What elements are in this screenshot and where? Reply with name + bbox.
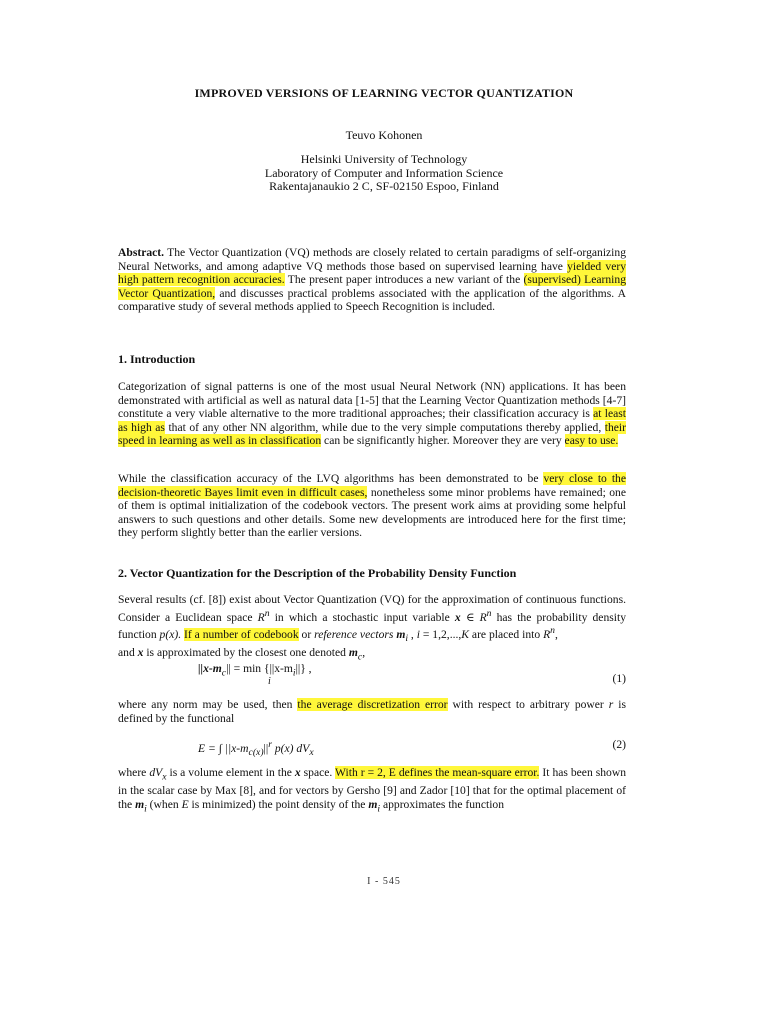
equation-expression bbox=[198, 738, 314, 760]
section-heading-vq: 2. Vector Quantization for the Description of the Probability Density Function bbox=[118, 566, 517, 580]
body-text: is defined by the functional bbox=[118, 698, 627, 725]
highlight: yielded very high pattern recognition accuracies. bbox=[118, 259, 626, 287]
math-symbol: dV bbox=[149, 766, 163, 779]
affiliation bbox=[0, 153, 768, 194]
body-text: nonetheless some minor problems have remained; one of them is optimal initialization of the codebook vectors. The present work aims at providing some helpful answers to such questions and other details. Some new developments are introduced here for the first time; they perform slightly better than the earlier versions. bbox=[118, 485, 626, 540]
math-symbol: i bbox=[268, 676, 271, 687]
math-symbol: c bbox=[357, 651, 363, 663]
paper-title: IMPROVED VERSIONS OF LEARNING VECTOR QUANTIZATION bbox=[194, 86, 574, 100]
math-symbol: x bbox=[309, 747, 314, 759]
abstract-label: Abstract. bbox=[118, 246, 165, 259]
body-text: is approximated by the closest one denoted bbox=[143, 645, 349, 659]
math-symbol: E bbox=[181, 797, 189, 811]
math-symbol: i bbox=[144, 802, 147, 814]
body-text: that of any other NN algorithm, while due to the very simple computations thereby applied, bbox=[164, 420, 605, 434]
abstract-text: The present paper introduces a new variant of the bbox=[284, 273, 524, 287]
highlight: the average discretization error bbox=[297, 698, 448, 711]
math-symbol: n bbox=[486, 607, 492, 619]
body-text: Categorization of signal patterns is one of the most usual Neural Network (NN) applications. It has been demonstrated with artificial as well as natural data [1-5] that the Learning Vector Quantization methods [4-7] constitute a very viable alternative to the more traditional approaches; their classification accuracy is bbox=[118, 380, 626, 421]
math-symbol: m bbox=[135, 797, 145, 811]
math-symbol: p(x) dV bbox=[271, 741, 310, 755]
math-symbol: m bbox=[348, 645, 358, 659]
math-symbol: E = ∫ ||x-m bbox=[198, 741, 249, 755]
affiliation-line-1: Helsinki University of Technology bbox=[300, 152, 468, 166]
highlight-text: If a number of codebook bbox=[184, 627, 299, 641]
math-symbol: || = min {||x-m bbox=[226, 662, 293, 675]
body-text: , bbox=[555, 627, 558, 641]
equation-expression bbox=[198, 662, 312, 687]
math-symbol: i bbox=[416, 627, 420, 641]
body-text: It has been shown in the scalar case by Max [8], and for vectors by Gersho [9] and Zador [10] that for the optimal placement of the bbox=[118, 766, 627, 811]
highlight: at least as high as bbox=[118, 407, 627, 434]
math-symbol: K bbox=[461, 627, 470, 641]
math-symbol: c bbox=[221, 667, 227, 679]
affiliation-line-3: Rakentajanaukio 2 C, SF-02150 Espoo, Finland bbox=[269, 179, 499, 193]
equation-number: (1) bbox=[612, 672, 626, 685]
abstract-text: The Vector Quantization (VQ) methods are closely related to certain paradigms of self-organizing Neural Networks, and among adaptive VQ methods those based on supervised learning have bbox=[118, 246, 626, 273]
body-text: While the classification accuracy of the LVQ algorithms has been demonstrated to be bbox=[118, 472, 544, 485]
highlight: easy to use. bbox=[564, 434, 619, 448]
body-text: or bbox=[298, 627, 315, 641]
body-text: and bbox=[118, 645, 138, 659]
math-symbol: p(x). bbox=[159, 627, 182, 641]
highlight: very close to the decision-theoretic Bayes limit even in difficult cases, bbox=[118, 472, 626, 499]
affiliation-line-2: Laboratory of Computer and Information Science bbox=[264, 165, 504, 180]
math-symbol: ||} , bbox=[295, 662, 312, 675]
math-symbol: x bbox=[454, 610, 461, 624]
math-symbol: x bbox=[162, 771, 167, 783]
paragraph-vq-1 bbox=[118, 593, 626, 664]
paragraph-introduction-2 bbox=[118, 472, 626, 540]
paragraph-vq-3 bbox=[118, 766, 626, 815]
author-name: Teuvo Kohonen bbox=[345, 128, 423, 142]
body-text: (when bbox=[146, 797, 182, 811]
body-text: approximates the function bbox=[380, 797, 505, 811]
math-symbol: m bbox=[396, 627, 406, 641]
body-text: where any norm may be used, then bbox=[118, 698, 298, 711]
section-heading-introduction: 1. Introduction bbox=[118, 352, 196, 366]
abstract-text: and discusses practical problems associated with the application of the algorithms. A comparative study of several methods applied to Speech Recognition is included. bbox=[118, 286, 627, 314]
body-text: are placed into bbox=[469, 627, 544, 641]
body-text: in which a stochastic input variable bbox=[269, 610, 455, 624]
paragraph-vq-2 bbox=[118, 698, 626, 725]
math-symbol: m bbox=[368, 797, 378, 811]
math-symbol: R bbox=[479, 610, 487, 624]
math-symbol: R bbox=[543, 627, 551, 641]
body-text: ∈ bbox=[460, 610, 480, 624]
math-symbol: n bbox=[550, 625, 555, 637]
body-text: reference vectors bbox=[314, 627, 394, 641]
math-symbol: r bbox=[608, 698, 614, 711]
math-symbol: c(x) bbox=[248, 747, 264, 759]
math-symbol: i bbox=[292, 667, 296, 679]
body-text: where bbox=[118, 766, 150, 779]
math-symbol: r bbox=[268, 739, 272, 750]
body-text: has the probability density function bbox=[118, 610, 627, 641]
highlight: (supervised) Learning Vector Quantization, bbox=[118, 273, 626, 300]
body-text: is minimized) the point density of the bbox=[188, 797, 369, 811]
math-symbol: i bbox=[377, 802, 381, 814]
math-symbol: ||x-m bbox=[198, 662, 222, 675]
body-text: , bbox=[408, 627, 417, 641]
math-symbol: i bbox=[405, 633, 409, 645]
equation-1 bbox=[118, 662, 626, 692]
math-symbol: x bbox=[137, 645, 144, 659]
math-symbol: || bbox=[263, 741, 269, 755]
body-text: with respect to arbitrary power bbox=[447, 698, 609, 711]
body-text: is a volume element in the bbox=[166, 766, 295, 779]
equation-2 bbox=[118, 738, 626, 759]
abstract bbox=[118, 246, 626, 314]
math-symbol: x bbox=[294, 766, 301, 779]
highlight: their speed in learning as well as in classification bbox=[118, 420, 626, 448]
page-number: I - 545 bbox=[367, 876, 401, 887]
body-text: Several results (cf. [8]) exist about Vector Quantization (VQ) for the approximation of continuous functions. Consider a Euclidean space bbox=[118, 593, 626, 624]
body-text: , bbox=[362, 645, 366, 659]
body-text: = 1,2,..., bbox=[419, 627, 462, 641]
paragraph-introduction-1 bbox=[118, 380, 626, 448]
highlight: With r = 2, E defines the mean-square error. bbox=[335, 766, 540, 779]
body-text: can be significantly higher. Moreover they are very bbox=[321, 434, 565, 448]
math-symbol: n bbox=[264, 607, 270, 619]
highlight bbox=[184, 628, 299, 641]
equation-number: (2) bbox=[612, 738, 626, 751]
math-symbol: R bbox=[257, 610, 265, 624]
body-text: space. bbox=[300, 766, 336, 779]
